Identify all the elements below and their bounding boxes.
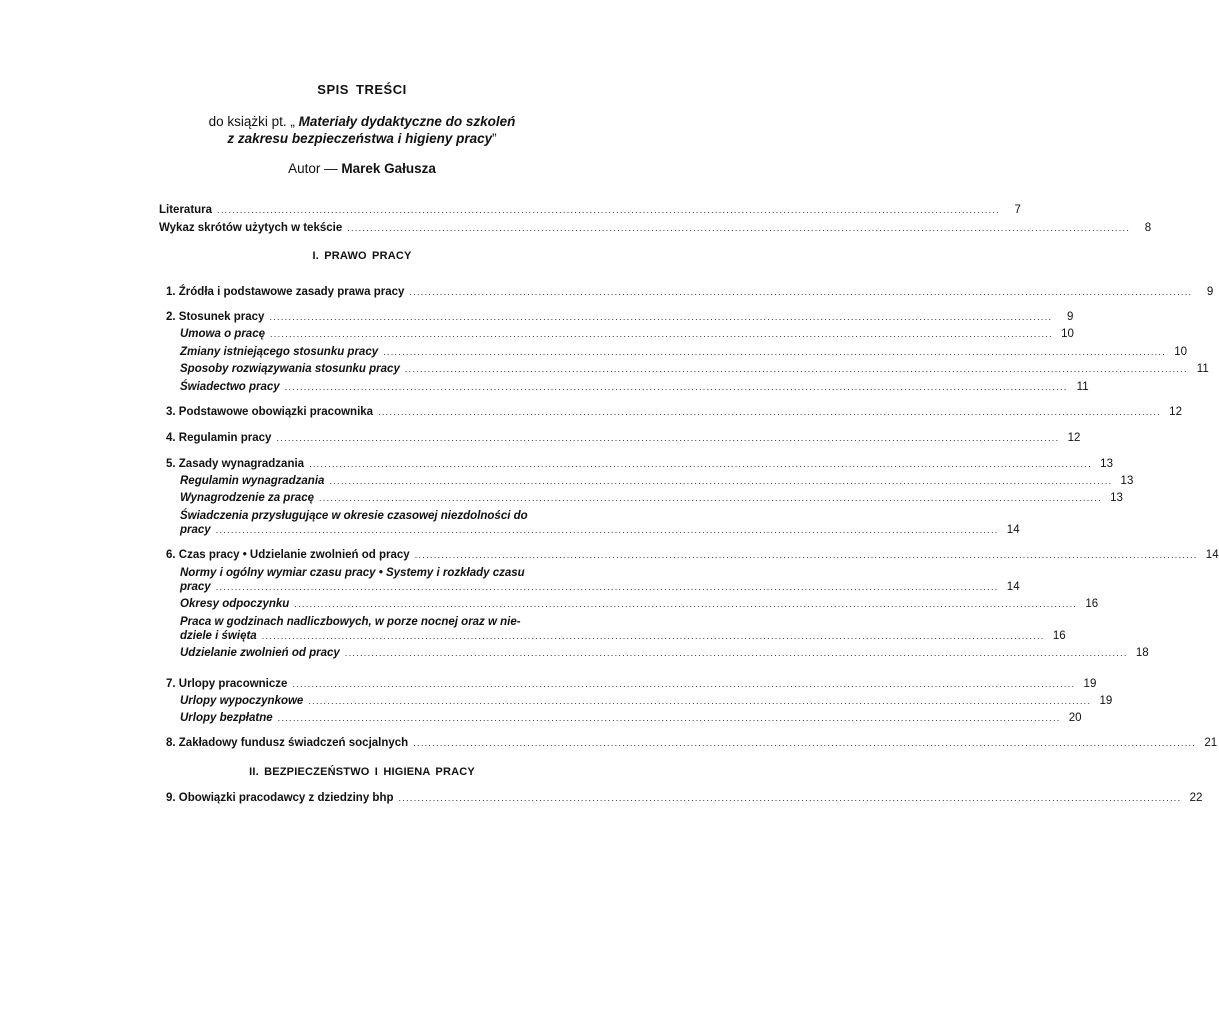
toc-subentry[interactable] [180, 345, 1188, 359]
toc-entry-literatura[interactable] [159, 203, 1021, 217]
toc-page-number: 11 [1196, 363, 1209, 375]
toc-entry-label: 1. Źródła i podstawowe zasady prawa pracy [166, 286, 405, 298]
toc-page-number: 14 [1006, 581, 1020, 593]
toc-page-number: 18 [1135, 647, 1149, 659]
dot-leader: .............................................................................................................................................................................................................. [383, 347, 1167, 357]
toc-chapter-3[interactable] [166, 405, 1182, 419]
dot-leader: .............................................................................................................................................................................................................. [277, 713, 1061, 723]
toc-page-number: 9 [1066, 311, 1074, 323]
toc-subentry-label-line-1: Normy i ogólny wymiar czasu pracy • Systemy i rozkłady czasu [180, 567, 525, 579]
subtitle-suffix: ” [492, 131, 497, 146]
toc-entry-label: 6. Czas pracy • Udzielanie zwolnień od pracy [166, 549, 410, 561]
toc-chapter-7[interactable] [166, 677, 1097, 691]
book-subtitle-line-2 [0, 130, 724, 147]
subtitle-title-line-2: z zakresu bezpieczeństwa i higieny pracy [227, 131, 493, 146]
toc-subentry[interactable] [180, 580, 1020, 594]
toc-entry-label: Sposoby rozwiązywania stosunku pracy [180, 363, 400, 375]
toc-entry-label: Urlopy bezpłatne [180, 712, 273, 724]
toc-subentry[interactable] [180, 474, 1134, 488]
dot-leader: .............................................................................................................................................................................................................. [292, 679, 1076, 689]
dot-leader: .............................................................................................................................................................................................................. [261, 631, 1045, 641]
toc-subentry[interactable] [180, 694, 1113, 708]
toc-page-number: 8 [1144, 222, 1152, 234]
toc-subentry[interactable] [180, 362, 1209, 376]
part-2-heading: II. BEZPIECZEŃSTWO I HIGIENA PRACY [249, 766, 475, 778]
toc-subentry[interactable] [180, 711, 1082, 725]
toc-page-number: 19 [1083, 678, 1097, 690]
toc-chapter-4[interactable] [166, 431, 1081, 445]
subtitle-prefix: do książki pt. „ [208, 114, 299, 129]
dot-leader: .............................................................................................................................................................................................................. [308, 696, 1092, 706]
toc-chapter-6[interactable] [166, 548, 1219, 562]
toc-entry-abbreviations[interactable] [159, 221, 1152, 235]
toc-page-number: 14 [1006, 524, 1020, 536]
toc-entry-label: 4. Regulamin pracy [166, 432, 272, 444]
dot-leader: .............................................................................................................................................................................................................. [319, 493, 1102, 503]
dot-leader: .............................................................................................................................................................................................................. [409, 287, 1193, 297]
author-name: Marek Gałusza [341, 161, 436, 176]
toc-page-number: 10 [1061, 328, 1074, 340]
toc-entry-label: dziele i święta [180, 630, 257, 642]
toc-page-number: 14 [1205, 549, 1219, 561]
toc-page-number: 12 [1067, 432, 1081, 444]
toc-entry-label: Okresy odpoczynku [180, 598, 290, 610]
dot-leader: .............................................................................................................................................................................................................. [414, 550, 1198, 560]
author-line [0, 161, 724, 176]
dot-leader: .............................................................................................................................................................................................................. [398, 793, 1182, 803]
toc-entry-label: Udzielanie zwolnień od pracy [180, 647, 340, 659]
dot-leader: .............................................................................................................................................................................................................. [217, 205, 1000, 215]
toc-page-number: 16 [1085, 598, 1099, 610]
toc-page-number: 13 [1100, 458, 1113, 470]
toc-page-number: 16 [1052, 630, 1066, 642]
dot-leader: .............................................................................................................................................................................................................. [347, 223, 1131, 233]
dot-leader: .............................................................................................................................................................................................................. [284, 382, 1068, 392]
dot-leader: .............................................................................................................................................................................................................. [344, 648, 1128, 658]
toc-subentry[interactable] [180, 327, 1074, 341]
toc-entry-label: 5. Zasady wynagradzania [166, 458, 305, 470]
toc-chapter-8[interactable] [166, 736, 1218, 750]
toc-entry-label: 3. Podstawowe obowiązki pracownika [166, 406, 374, 418]
subtitle-title-line-1: Materiały dydaktyczne do szkoleń [298, 114, 516, 129]
toc-subentry-label-line-1: Świadczenia przysługujące w okresie czasowej niezdolności do [180, 510, 528, 522]
toc-entry-label: 2. Stosunek pracy [166, 311, 265, 323]
toc-subentry[interactable] [180, 597, 1099, 611]
dot-leader: .............................................................................................................................................................................................................. [294, 599, 1078, 609]
dot-leader: .............................................................................................................................................................................................................. [276, 433, 1060, 443]
document-title: SPIS TREŚCI [317, 82, 407, 97]
dot-leader: .............................................................................................................................................................................................................. [329, 476, 1113, 486]
toc-page-number: 10 [1174, 346, 1188, 358]
toc-page-number: 22 [1189, 792, 1203, 804]
dot-leader: .............................................................................................................................................................................................................. [215, 582, 999, 592]
toc-page-number: 20 [1068, 712, 1082, 724]
toc-entry-label: 7. Urlopy pracownicze [166, 678, 288, 690]
toc-chapter-9[interactable] [166, 791, 1203, 805]
dot-leader: .............................................................................................................................................................................................................. [404, 364, 1188, 374]
toc-entry-label: Świadectwo pracy [180, 381, 280, 393]
toc-page-number: 12 [1169, 406, 1182, 418]
toc-subentry[interactable] [180, 380, 1089, 394]
toc-page-number: 21 [1204, 737, 1218, 749]
toc-entry-label: pracy [180, 524, 211, 536]
toc-page-number: 19 [1099, 695, 1113, 707]
toc-entry-label: Literatura [159, 204, 213, 216]
toc-chapter-5[interactable] [166, 457, 1113, 471]
dot-leader: .............................................................................................................................................................................................................. [413, 738, 1197, 748]
toc-entry-label: Umowa o pracę [180, 328, 265, 340]
toc-entry-label: pracy [180, 581, 211, 593]
toc-entry-label: Regulamin wynagradzania [180, 475, 325, 487]
toc-page-number: 13 [1120, 475, 1134, 487]
dot-leader: .............................................................................................................................................................................................................. [270, 329, 1053, 339]
toc-page-number: 7 [1014, 204, 1021, 216]
dot-leader: .............................................................................................................................................................................................................. [269, 312, 1053, 322]
dot-leader: .............................................................................................................................................................................................................. [309, 459, 1092, 469]
dot-leader: .............................................................................................................................................................................................................. [215, 525, 999, 535]
book-subtitle-line-1 [0, 113, 724, 130]
toc-page-number: 11 [1076, 381, 1089, 393]
toc-entry-label: Wynagrodzenie za pracę [180, 492, 314, 504]
toc-chapter-1[interactable] [166, 285, 1214, 299]
toc-entry-label: Urlopy wypoczynkowe [180, 695, 304, 707]
author-prefix: Autor — [288, 161, 342, 176]
toc-subentry[interactable] [180, 523, 1020, 537]
toc-page-number: 13 [1110, 492, 1123, 504]
dot-leader: .............................................................................................................................................................................................................. [378, 407, 1161, 417]
toc-subentry[interactable] [180, 629, 1066, 643]
toc-entry-label: Wykaz skrótów użytych w tekście [159, 222, 343, 234]
toc-entry-label: 9. Obowiązki pracodawcy z dziedziny bhp [166, 792, 394, 804]
toc-subentry[interactable] [180, 646, 1149, 660]
toc-subentry[interactable] [180, 491, 1123, 505]
toc-chapter-2[interactable] [166, 310, 1074, 324]
part-1-heading: I. PRAWO PRACY [312, 250, 412, 262]
toc-subentry-label-line-1: Praca w godzinach nadliczbowych, w porze nocnej oraz w nie- [180, 616, 521, 628]
toc-entry-label: 8. Zakładowy fundusz świadczeń socjalnych [166, 737, 409, 749]
toc-entry-label: Zmiany istniejącego stosunku pracy [180, 346, 379, 358]
toc-page-number: 9 [1206, 286, 1214, 298]
